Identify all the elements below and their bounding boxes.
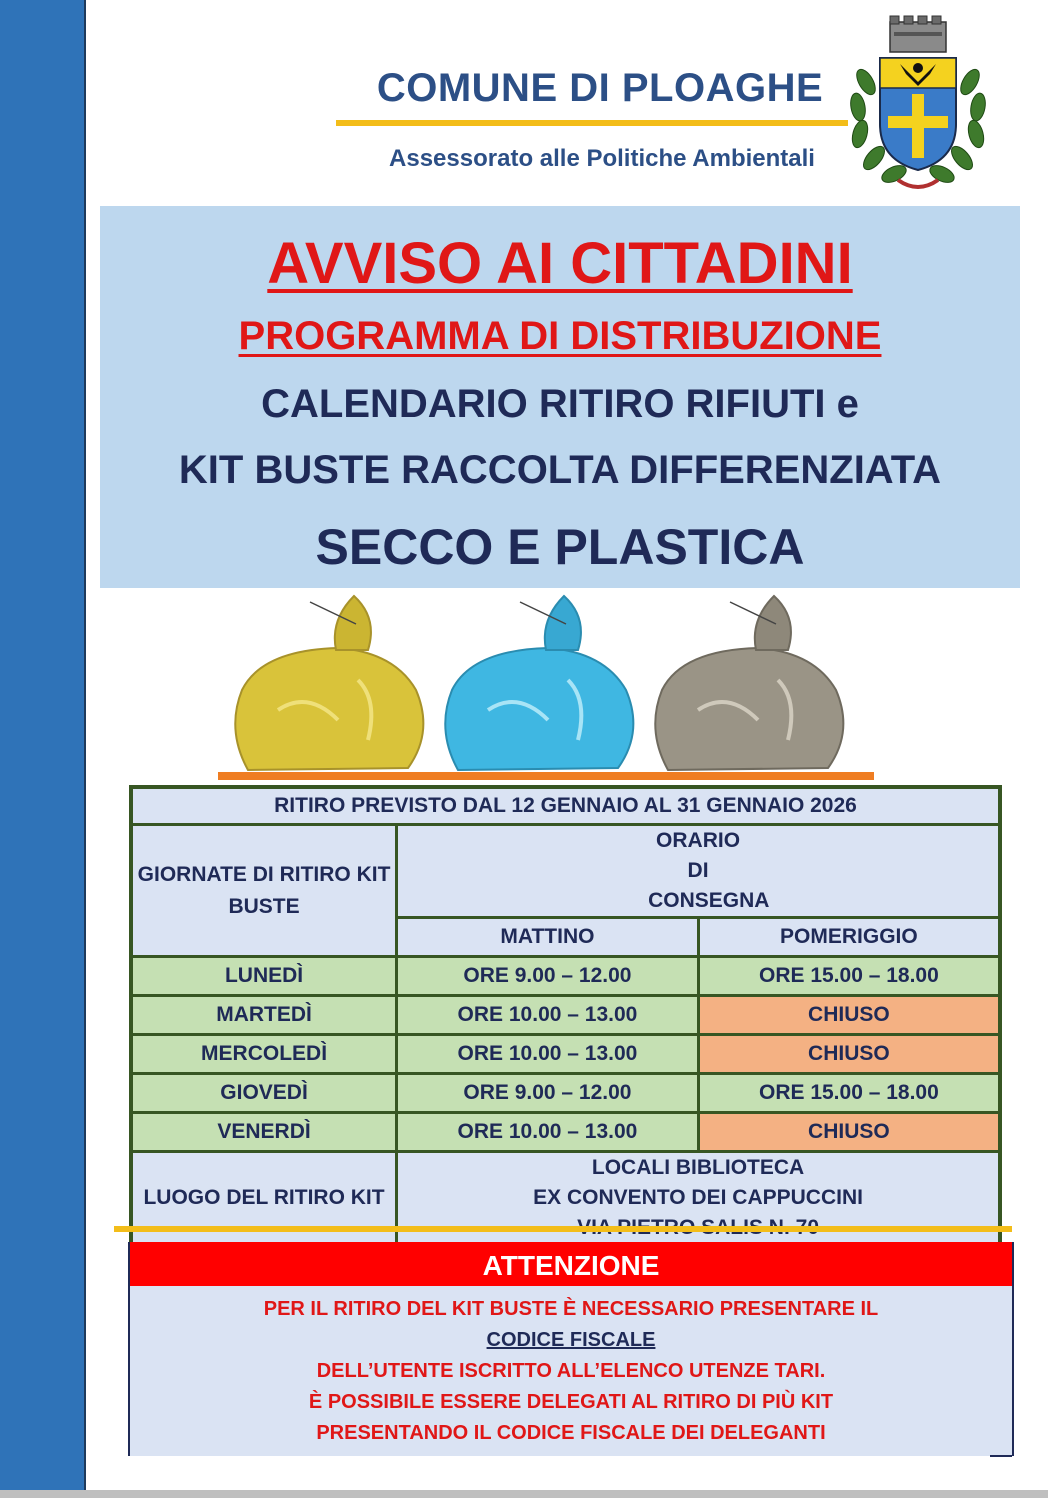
afternoon-closed-cell: CHIUSO [698,1113,1000,1152]
yellow-bag [235,596,423,770]
table-row [131,1113,1000,1152]
header-rule [336,120,848,126]
comune-title: COMUNE DI PLOAGHE [376,66,824,110]
attenzione-line: PRESENTANDO IL CODICE FISCALE DEI DELEGANTI [316,1422,826,1444]
afternoon-cell: ORE 15.00 – 18.00 [698,957,1000,996]
blue-bag [445,596,633,770]
luogo-label: LUOGO DEL RITIRO KIT [131,1152,397,1246]
grey-bag [655,596,843,770]
notice-type-line: SECCO E PLASTICA [315,519,805,575]
attenzione-line: DELL’UTENTE ISCRITTO ALL’ELENCO UTENZE TARI. [316,1360,826,1382]
attenzione-line: È POSSIBILE ESSERE DELEGATI AL RITIRO DI PIÙ KIT [308,1391,834,1413]
box-corner-mark [990,1455,1012,1457]
left-blue-band [0,0,84,1498]
left-band-edge [84,0,86,1498]
codice-fiscale-text: CODICE FISCALE [486,1329,656,1351]
day-cell: MARTEDÌ [131,996,397,1035]
day-cell: LUNEDÌ [131,957,397,996]
afternoon-cell: ORE 15.00 – 18.00 [698,1074,1000,1113]
garbage-bags-image [218,590,874,782]
notice-subheadline: PROGRAMMA DI DISTRIBUZIONE [238,314,882,358]
morning-cell: ORE 10.00 – 13.00 [397,996,699,1035]
table-row [131,1074,1000,1113]
day-cell: GIOVEDÌ [131,1074,397,1113]
day-cell: MERCOLEDÌ [131,1035,397,1074]
table-row [131,957,1000,996]
afternoon-closed-cell: CHIUSO [698,996,1000,1035]
notice-kit-line: KIT BUSTE RACCOLTA DIFFERENZIATA [178,448,942,492]
morning-cell: ORE 10.00 – 13.00 [397,1035,699,1074]
days-column-header: GIORNATE DI RITIRO KIT BUSTE [131,825,397,957]
morning-cell: ORE 10.00 – 13.00 [397,1113,699,1152]
morning-cell: ORE 9.00 – 12.00 [397,1074,699,1113]
coat-of-arms-icon [838,12,998,198]
day-cell: VENERDÌ [131,1113,397,1152]
attenzione-box [128,1242,1014,1456]
table-bottom-rule [114,1226,1012,1232]
orario-header: ORARIO DI CONSEGNA [397,825,1000,918]
page-bottom-edge [0,1490,1048,1498]
notice-calendar-line: CALENDARIO RITIRO RIFIUTI e [261,382,859,426]
afternoon-closed-cell: CHIUSO [698,1035,1000,1074]
bags-base-bar [218,772,874,780]
assessorato-subtitle: Assessorato alle Politiche Ambientali [389,145,815,172]
table-row [131,787,1000,825]
luogo-line: EX CONVENTO DEI CAPPUCCINI [533,1186,863,1209]
morning-cell: ORE 9.00 – 12.00 [397,957,699,996]
attenzione-body [130,1286,1012,1449]
mattino-header: MATTINO [397,918,699,957]
luogo-line: LOCALI BIBLIOTECA [591,1156,805,1179]
schedule-period: RITIRO PREVISTO DAL 12 GENNAIO AL 31 GENNAIO 2026 [131,787,1000,825]
notice-headline: AVVISO AI CITTADINI [267,231,853,296]
table-row [131,996,1000,1035]
schedule-table [129,785,1002,1247]
table-row [131,1035,1000,1074]
attenzione-title: ATTENZIONE [130,1242,1012,1286]
pomeriggio-header: POMERIGGIO [698,918,1000,957]
attenzione-line [130,1325,1012,1356]
notice-banner [100,206,1020,588]
table-row [131,825,1000,918]
attenzione-line: PER IL RITIRO DEL KIT BUSTE È NECESSARIO PRESENTARE IL [263,1298,879,1320]
